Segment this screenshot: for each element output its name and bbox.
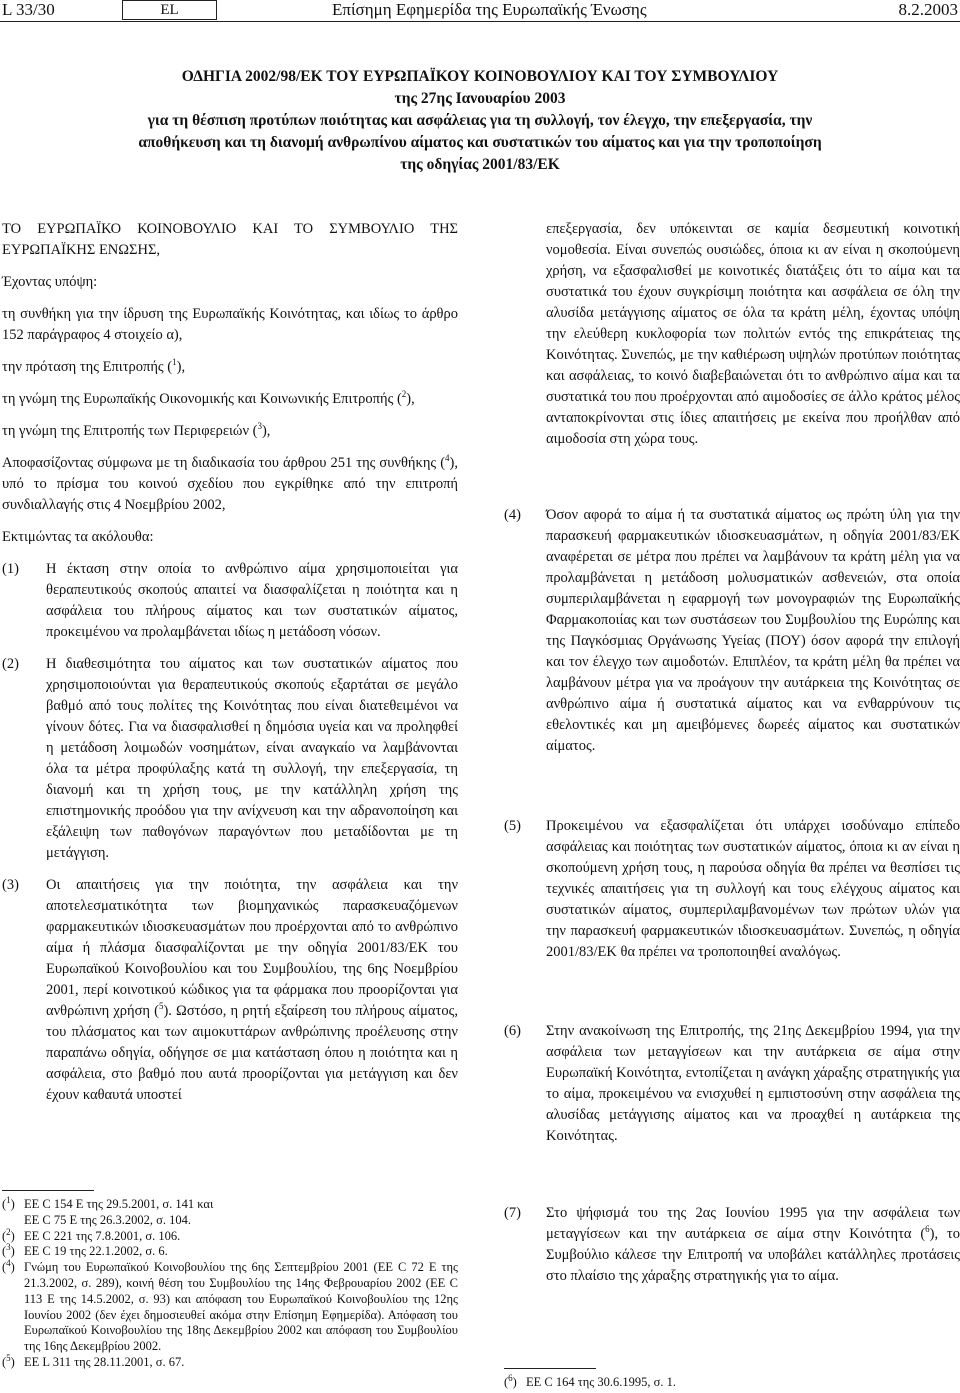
footnote: ΕΕ C 75 Ε της 26.3.2002, σ. 104. bbox=[24, 1212, 191, 1227]
recital-6 bbox=[504, 1021, 960, 1147]
footnote-ref[interactable]: 5 bbox=[158, 1001, 164, 1012]
footnote-rule bbox=[2, 1190, 94, 1191]
footnote: ($^1$) ΕΕ C 154 Ε της 29.5.2001, σ. 141 και bbox=[2, 1194, 214, 1211]
citation-cor: τη γνώμη της Επιτροπής των Περιφερειών ($^3$), bbox=[2, 421, 271, 439]
recital-text: Όσον αφορά το αίμα ή τα συστατικά αίματος ως πρώτη ύλη για την παρασκευή φαρμακευτικών ιδιοσκευασμάτων, η οδηγία 2001/83/ΕΚ αναφέρεται σε μέτρα που πρέπει να λαμβάνουν τα κράτη μέλη για να προλαμβάνεται η μετάδοση μολυσματικών ασθενειών, στα οποία συμπεριλαμβάνεται η εφαρμογή των μονογραφιών της Ευρωπαϊκής Φαρμακοποιίας και των συστάσεων του Συμβουλίου της Ευρώπης και της Παγκόσμιας Οργάνωσης Υγείας (ΠΟΥ) όσον αφορά την επιλογή και τον έλεγχο των αιμοδοτών. Επιπλέον, τα κράτη μέλη θα πρέπει να λαμβάνουν μέτρα για να προάγουν την αυτάρκεια της Κοινότητας σε ανθρώπινο αίμα ή συστατικά αίματος και να ενθαρρύνουν τις εθελοντικές και μη αμειβόμενες δωρεές αίματος και συστατικών αίματος. bbox=[546, 507, 960, 754]
journal-title: Επίσημη Εφημερίδα της Ευρωπαϊκής Ένωσης bbox=[332, 0, 647, 19]
recital-text: Στην ανακοίνωση της Επιτροπής, της 21ης Δεκεμβρίου 1994, για την ασφάλεια των μεταγγίσεων και την αυτάρκεια σε αίμα στην Ευρωπαϊκή Κοινότητα, εντοπίζεται η ανάγκη χάραξης στρατηγικής για το αίμα, προκειμένου να ενισχυθεί η εμπιστοσύνη στην ασφάλεια της αλυσίδας μετάγγισης αίματος και να προαχθεί η αυτάρκεια της Κοινότητας. bbox=[546, 1023, 960, 1144]
recital-1 bbox=[2, 559, 458, 643]
recital-text: Η διαθεσιμότητα του αίματος και των συστατικών αίματος που χρησιμοποιούνται για θεραπευτικούς σκοπούς εξαρτάται σε μεγάλο βαθμό από τους πολίτες της Κοινότητας που είναι διατεθειμένοι να γίνουν δότες. Για να διασφαλισθεί η δημόσια υγεία και να προληφθεί η μετάδοση λοιμωδών νοσημάτων, είναι αναγκαίο να λαμβάνονται όλα τα μέτρα προφύλαξης κατά τη συλλογή, την επεξεργασία, τη διανομή και τη χρήση τους, με την κατάλληλη χρήση της επιστημονικής προόδου για την ανίχνευση και την αδρανοποίηση και εξάλειψη των παθογόνων παραγόντων που μεταδίδονται με τη μετάγγιση. bbox=[46, 656, 458, 861]
whereas-heading: Εκτιμώντας τα ακόλουθα: bbox=[2, 529, 154, 545]
citation-proposal: την πρόταση της Επιτροπής ($^1$), bbox=[2, 357, 186, 375]
title-date: της 27ης Ιανουαρίου 2003 bbox=[394, 90, 566, 107]
recital-number: (3) bbox=[2, 877, 19, 893]
footnote-ref[interactable]: 6 bbox=[925, 1224, 930, 1235]
footnotes-left bbox=[2, 1194, 458, 1371]
footnote: ($^4$) Γνώμη του Ευρωπαϊκού Κοινοβουλίου της 6ης Σεπτεμβρίου 2001 (ΕΕ C 72 Ε της 21.3.2002, σ. 289), κοινή θέση του Συμβουλίου της 14ης Φεβρουαρίου 2002 (ΕΕ C 113 Ε της 14.5.2002, σ. 93) και απόφαση του Ευρωπαϊκού Κοινοβουλίου της 12ης Ιουνίου 2002 (δεν έχει δημοσιευθεί ακόμα στην Επίσημη Εφημερίδα). Απόφαση του Ευρωπαϊκού Κοινοβουλίου της 18ης Δεκεμβρίου 2002 και απόφαση του Συμβουλίου της 16ης Δεκεμβρίου 2002. bbox=[2, 1258, 458, 1354]
recital-7 bbox=[504, 1203, 960, 1287]
title-line: για τη θέσπιση προτύπων ποιότητας και ασφάλειας για τη συλλογή, τον έλεγχο, την επεξεργασία, την bbox=[147, 112, 813, 129]
footnote-ref[interactable]: 2 bbox=[401, 389, 407, 400]
citation-treaty: τη συνθήκη για την ίδρυση της Ευρωπαϊκής Κοινότητας, και ιδίως το άρθρο 152 παράγραφος 4 στοιχείο α), bbox=[2, 306, 458, 343]
preamble-intro: ΤΟ ΕΥΡΩΠΑΪΚΟ ΚΟΙΝΟΒΟΥΛΙΟ ΚΑΙ ΤΟ ΣΥΜΒΟΥΛΙΟ ΤΗΣ ΕΥΡΩΠΑΪΚΗΣ ΕΝΩΣΗΣ, bbox=[2, 221, 458, 258]
recital-number: (5) bbox=[504, 818, 521, 834]
left-column bbox=[2, 219, 458, 1106]
recital-3 bbox=[2, 875, 458, 1106]
recital-text: Οι απαιτήσεις για την ποιότητα, την ασφάλεια και την αποτελεσματικότητα των βιομηχανικώς παρασκευαζόμενων φαρμακευτικών ιδιοσκευασμάτων που προέρχονται από το ανθρώπινο αίμα ή πλάσμα διασφαλίζονται με την οδηγία 2001/83/ΕΚ του Ευρωπαϊκού Κοινοβουλίου και του Συμβουλίου, της 6ης Νοεμβρίου 2001, περί κοινοτικού κώδικος για τα φάρμακα που προορίζονται για ανθρώπινη χρήση ($^5$). Ωστόσο, η ρητή εξαίρεση του πλήρους αίματος, του πλάσματος και των αιμοκυττάρων ανθρώπινης προέλευσης στην παραπάνω οδηγία, οδήγησε σε μια κατάσταση όπου η ποιότητα και η ασφάλεια, στο βαθμό που αυτά προορίζονται για μετάγγιση και δεν έχουν καθαυτά υποστεί bbox=[46, 877, 458, 1103]
footnote: ($^5$) ΕΕ L 311 της 28.11.2001, σ. 67. bbox=[2, 1352, 185, 1369]
recital-3-continuation: επεξεργασία, δεν υπόκεινται σε καμία δεσμευτική κοινοτική νομοθεσία. Είναι συνεπώς ουσιώδες, όποια κι αν είναι η σκοπούμενη χρήση, να εξασφαλισθεί με κοινοτικές διατάξεις ότι το αίμα και τα συστατικά του έχουν συγκρίσιμη ποιότητα και ασφάλεια σε όλη την αλυσίδα μετάγγισης αίματος σε όλα τα κράτη μέλη, έχοντας υπόψη την ελεύθερη κυκλοφορία των πολιτών εντός της επικράτειας της Κοινότητας. Συνεπώς, με την καθιέρωση υψηλών προτύπων ποιότητας και ασφάλειας, το κοινό διαβεβαιώνεται ότι το ανθρώπινο αίμα και τα συστατικά του που προέρχονται από αιμοδοσίες σε άλλο κράτος μέλος ανταποκρίνονται στις ίδιες απαιτήσεις με εκείνα που προήλθαν από αιμοδοσία στη χώρα τους. bbox=[546, 221, 960, 447]
title-line: ΟΔΗΓΙΑ 2002/98/ΕΚ ΤΟΥ ΕΥΡΩΠΑΪΚΟΥ ΚΟΙΝΟΒΟΥΛΙΟΥ ΚΑΙ ΤΟΥ ΣΥΜΒΟΥΛΙΟΥ bbox=[181, 68, 779, 85]
footnote: ($^3$) ΕΕ C 19 της 22.1.2002, σ. 6. bbox=[2, 1242, 168, 1259]
recital-number: (1) bbox=[2, 561, 19, 577]
footnote-ref[interactable]: 3 bbox=[257, 421, 262, 432]
footnote-ref[interactable]: 1 bbox=[172, 357, 177, 368]
journal-header bbox=[0, 0, 960, 22]
title-line: της οδηγίας 2001/83/ΕΚ bbox=[400, 156, 560, 173]
publication-date: 8.2.2003 bbox=[898, 0, 958, 19]
footnote-ref[interactable]: 4 bbox=[445, 453, 450, 464]
having-regard: Έχοντας υπόψη: bbox=[2, 274, 98, 290]
recital-number: (7) bbox=[504, 1205, 521, 1221]
footnote: ($^6$) ΕΕ C 164 της 30.6.1995, σ. 1. bbox=[504, 1372, 676, 1389]
footnote: ($^2$) ΕΕ C 221 της 7.8.2001, σ. 106. bbox=[2, 1226, 181, 1243]
language-box: EL bbox=[122, 0, 217, 20]
recital-number: (6) bbox=[504, 1023, 521, 1039]
recital-5 bbox=[504, 816, 960, 963]
recital-text: Προκειμένου να εξασφαλίζεται ότι υπάρχει ισοδύναμο επίπεδο ασφάλειας και ποιότητας των συστατικών αίματος, όποια κι αν είναι η σκοπούμενη χρήση τους, η παρούσα οδηγία θα πρέπει να θεσπίσει τις τεχνικές απαιτήσεις για τη συλλογή και τους ελέγχους αίματος και συστατικών αίματος, συμπεριλαμβανομένων των πρώτων υλών για την παρασκευή φαρμακευτικών ιδιοσκευασμάτων. Συνεπώς, η οδηγία 2001/83/ΕΚ θα πρέπει να τροποποιηθεί αναλόγως. bbox=[546, 818, 960, 960]
citation-esc: τη γνώμη της Ευρωπαϊκής Οικονομικής και Κοινωνικής Επιτροπής ($^2$), bbox=[2, 389, 415, 407]
right-column bbox=[504, 219, 960, 1287]
recital-number: (2) bbox=[2, 656, 19, 672]
recital-text: Η έκταση στην οποία το ανθρώπινο αίμα χρησιμοποιείται για θεραπευτικούς σκοπούς απαιτεί να διασφαλίζεται η ποιότητα και η ασφάλεια του πλήρους αίματος και των συστατικών αίματος, προκειμένου να προλαμβάνεται ιδίως η μετάδοση νόσων. bbox=[46, 561, 458, 640]
directive-title bbox=[60, 66, 900, 176]
recital-text: Στο ψήφισμά του της 2ας Ιουνίου 1995 για την ασφάλεια των μεταγγίσεων και την αυτάρκεια σε αίμα στην Κοινότητα ($^6$), το Συμβούλιο κάλεσε την Επιτροπή να υποβάλει κατάλληλες προτάσεις στο πλαίσιο της χάραξης στρατηγικής για το αίμα. bbox=[546, 1205, 960, 1284]
header-rule bbox=[0, 21, 960, 22]
footnote-rule bbox=[504, 1368, 596, 1369]
citation-procedure: Αποφασίζοντας σύμφωνα με τη διαδικασία του άρθρου 251 της συνθήκης ($^4$), υπό το πρίσμα του κοινού σχεδίου που εγκρίθηκε από την επιτροπή συνδιαλλαγής στις 4 Νοεμβρίου 2002, bbox=[2, 453, 458, 513]
recital-number: (4) bbox=[504, 507, 521, 523]
title-line: αποθήκευση και τη διανομή ανθρωπίνου αίματος και συστατικών του αίματος και για την τροποποίηση bbox=[138, 134, 822, 151]
footnotes-right bbox=[504, 1372, 960, 1391]
recital-4 bbox=[504, 505, 960, 757]
page-reference: L 33/30 bbox=[2, 0, 55, 19]
recital-2 bbox=[2, 654, 458, 864]
